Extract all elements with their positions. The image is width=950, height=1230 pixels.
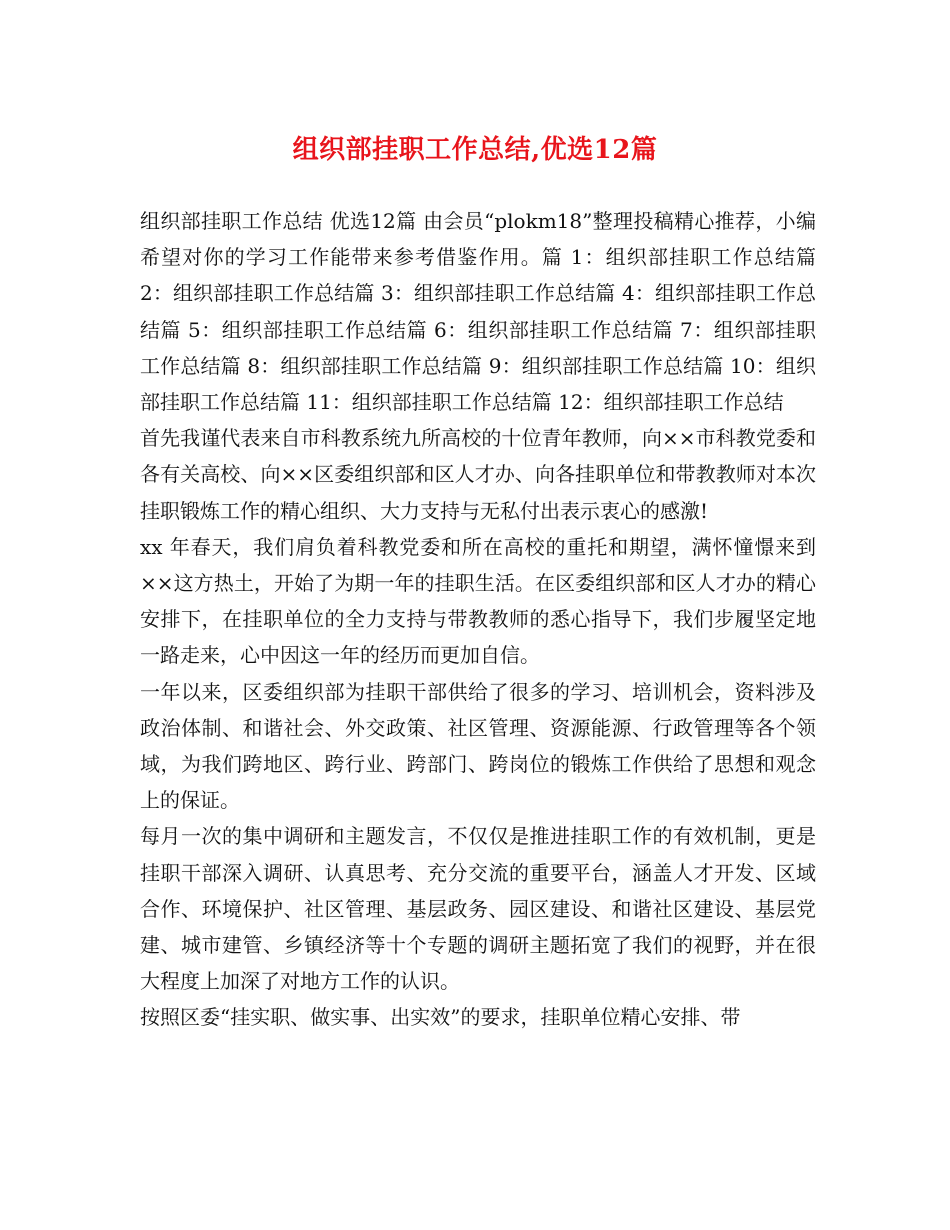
paragraph-training: 一年以来，区委组织部为挂职干部供给了很多的学习、培训机会，资料涉及政治体制、和谐社会、外交政策、社区管理、资源能源、行政管理等各个领域，为我们跨地区、跨行业、跨部门、跨岗位的锻炼工作供给了思想和观念上的保证。: [140, 679, 816, 813]
document-title: 组织部挂职工作总结,优选12篇: [292, 135, 658, 165]
paragraph-intro: 组织部挂职工作总结 优选12篇 由会员“plokm18”整理投稿精心推荐，小编希望对你的学习工作能带来参考借鉴作用。篇 1：组织部挂职工作总结篇 2：组织部挂职工作总结篇 3：组织部挂职工作总结篇 4：组织部挂职工作总结篇 5：组织部挂职工作总结篇 6：组织部挂职工作总结篇 7：组织部挂职工作总结篇 8：组织部挂职工作总结篇 9：组织部挂职工作总结篇 10：组织部挂职工作总结篇 11：组织部挂职工作总结篇 12：组织部挂职工作总结: [140, 209, 816, 415]
paragraph-spring: xx 年春天，我们肩负着科教党委和所在高校的重托和期望，满怀憧憬来到××这方热土，开始了为期一年的挂职生活。在区委组织部和区人才办的精心安排下，在挂职单位的全力支持与带教教师的悉心指导下，我们步履坚定地一路走来，心中因这一年的经历而更加自信。: [140, 534, 816, 668]
paragraph-thanks: 首先我谨代表来自市科教系统九所高校的十位青年教师，向××市科教党委和各有关高校、向××区委组织部和区人才办、向各挂职单位和带教教师对本次挂职锻炼工作的精心组织、大力支持与无私付出表示衷心的感激!: [140, 426, 816, 523]
paragraph-requirements: 按照区委“挂实职、做实事、出实效”的要求，挂职单位精心安排、带: [140, 1005, 741, 1030]
paragraph-research: 每月一次的集中调研和主题发言，不仅仅是推进挂职工作的有效机制，更是挂职干部深入调研、认真思考、充分交流的重要平台，涵盖人才开发、区域合作、环境保护、社区管理、基层政务、园区建设、和谐社区建设、基层党建、城市建管、乡镇经济等十个专题的调研主题拓宽了我们的视野，并在很大程度上加深了对地方工作的认识。: [140, 824, 816, 994]
document-body: [140, 203, 816, 1036]
